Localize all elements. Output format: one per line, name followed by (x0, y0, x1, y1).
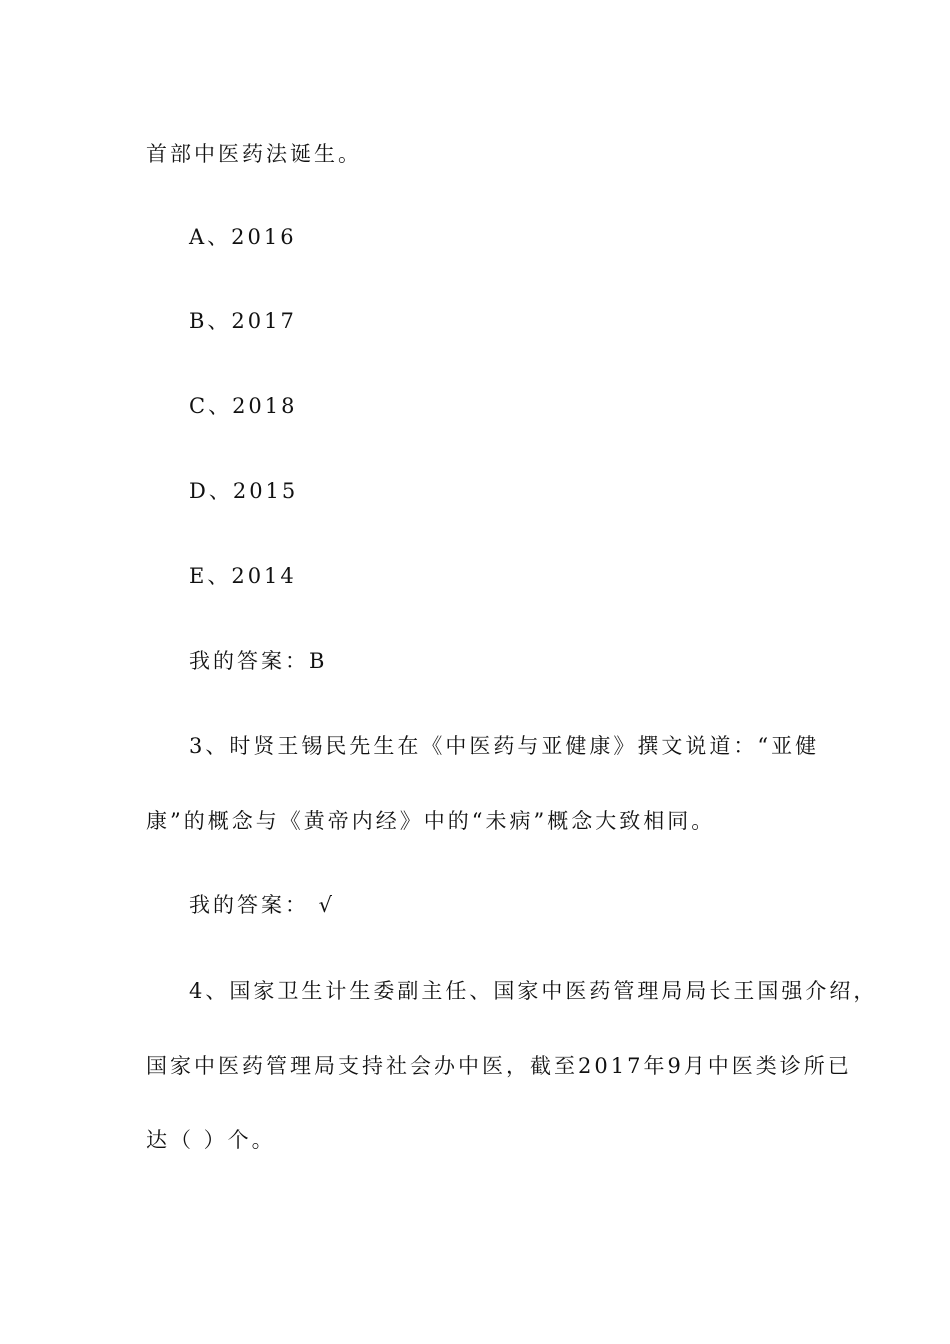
question-4-line-1: 4、国家卫生计生委副主任、国家中医药管理局局长王国强介绍， (189, 979, 878, 1003)
option-d: D、2015 (189, 479, 299, 503)
option-a: A、2016 (189, 225, 297, 249)
option-c: C、2018 (189, 394, 298, 418)
question-3-line-1: 3、时贤王锡民先生在《中医药与亚健康》撰文说道：“亚健 (189, 734, 820, 758)
question-4-line-3: 达（ ）个。 (146, 1128, 276, 1152)
my-answer: 我的答案： √ (189, 893, 336, 917)
option-b: B、2017 (189, 309, 297, 333)
question-3-line-2: 康”的概念与《黄帝内经》中的“未病”概念大致相同。 (146, 809, 716, 833)
option-e: E、2014 (189, 564, 297, 588)
my-answer: 我的答案：B (189, 649, 328, 673)
question-text-line: 首部中医药法诞生。 (146, 142, 362, 166)
question-4-line-2: 国家中医药管理局支持社会办中医，截至2017年9月中医类诊所已 (146, 1054, 852, 1078)
